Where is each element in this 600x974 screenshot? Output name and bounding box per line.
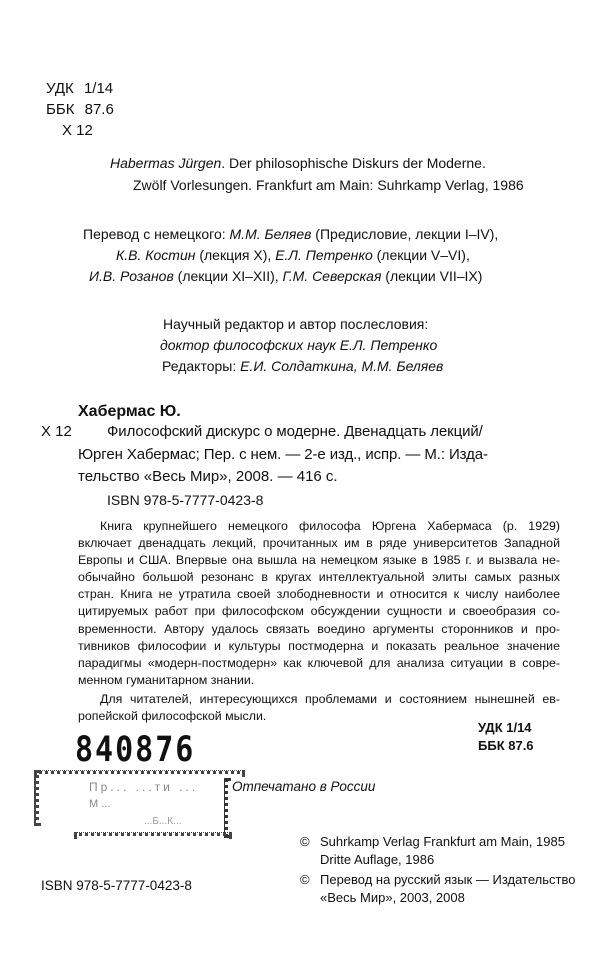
translator-name: И.В. Розанов bbox=[89, 268, 174, 284]
bbk-label: ББК bbox=[46, 101, 75, 118]
annotation-line: Книга крупнейшего немецкого философа Юргена Хабермаса (р. 1929) bbox=[100, 519, 560, 533]
printed-in: Отпечатано в России bbox=[232, 779, 376, 794]
annotation-line: Европы и США. Впервые она вышла на немецком языке в 1985 г. и вызвала не- bbox=[78, 553, 560, 568]
editors-line-2 bbox=[160, 337, 437, 353]
scientific-editor: доктор философских наук Е.Л. Петренко bbox=[160, 337, 438, 353]
copyright-2-symbol: © bbox=[300, 872, 310, 887]
author-mark: Х 12 bbox=[62, 122, 93, 139]
translators-line-1 bbox=[83, 226, 498, 242]
bib-isbn: ISBN 978-5-7777-0423-8 bbox=[107, 492, 264, 508]
bottom-udk: УДК 1/14 bbox=[478, 720, 532, 735]
original-line-1 bbox=[110, 155, 486, 171]
translator-scope: (лекции XI–XII), bbox=[173, 268, 283, 284]
annotation-line: тивников философии и культуры постмодерна и показать реальное значение bbox=[78, 638, 560, 653]
translators-prefix: Перевод с немецкого: bbox=[83, 226, 230, 242]
library-stamp bbox=[34, 770, 239, 832]
annotation-line: стран. Книга не утратила своей злободневности и относится к числу наиболее bbox=[78, 587, 560, 602]
annotation-line: ропейской философской мысли. bbox=[78, 709, 267, 724]
isbn-bottom: ISBN 978-5-7777-0423-8 bbox=[41, 878, 192, 893]
translator-name: М.М. Беляев bbox=[229, 226, 312, 242]
stamp-line-3: ...Б...К... bbox=[144, 816, 182, 827]
annotation-line: парадигмы «модерн-постмодерн» как ключевой для анализа ситуации в совре- bbox=[78, 655, 560, 670]
bib-line-3: тельство «Весь Мир», 2008. — 416 с. bbox=[78, 468, 338, 485]
translator-scope: (Предисловие, лекции I–IV), bbox=[311, 226, 499, 242]
annotation-line: временности. Автору удалось связать воедино аргументы сторонников и про- bbox=[78, 621, 560, 636]
translators-line-3 bbox=[89, 268, 482, 284]
annotation-line: менном гуманитарном знании. bbox=[78, 672, 255, 687]
editors-line-1: Научный редактор и автор послесловия: bbox=[163, 316, 429, 332]
original-line-2: Zwölf Vorlesungen. Frankfurt am Main: Suhrkamp Verlag, 1986 bbox=[133, 177, 524, 193]
original-title: . Der philosophische Diskurs der Moderne. bbox=[221, 155, 486, 171]
editors-line-3 bbox=[162, 358, 443, 374]
translator-name: Е.Л. Петренко bbox=[275, 247, 373, 263]
udk-label: УДК bbox=[46, 80, 74, 97]
bottom-bbk: ББК 87.6 bbox=[478, 738, 534, 753]
translator-name: Г.М. Северская bbox=[282, 268, 382, 284]
stamp-line-2: М ... bbox=[89, 798, 111, 810]
bbk-value: 87.6 bbox=[84, 101, 114, 118]
translator-scope: (лекция X), bbox=[195, 247, 276, 263]
bbk-line bbox=[46, 101, 114, 118]
translators-line-2 bbox=[116, 247, 470, 263]
translator-name: К.В. Костин bbox=[116, 247, 196, 263]
translator-scope: (лекции VII–IX) bbox=[381, 268, 483, 284]
annotation-line: цитируемых работ при философском обсуждении сущности и своеобразия со- bbox=[78, 604, 560, 619]
udk-line bbox=[46, 80, 113, 97]
original-author: Habermas Jürgen bbox=[110, 155, 222, 171]
inventory-number: 840876 bbox=[75, 730, 196, 771]
annotation-line: Для читателей, интересующихся проблемами и состоянием нынешней ев- bbox=[100, 691, 560, 706]
copyright-1-line-1: Suhrkamp Verlag Frankfurt am Main, 1985 bbox=[320, 834, 565, 849]
annotation-line: включает двенадцать лекций, прочитанных им в ряде университетов Западной bbox=[78, 536, 560, 551]
editors-names: Е.И. Солдаткина, М.М. Беляев bbox=[240, 358, 444, 374]
annotation bbox=[78, 518, 560, 725]
editors-prefix: Редакторы: bbox=[162, 358, 241, 374]
copyright-2-line-2: «Весь Мир», 2003, 2008 bbox=[320, 890, 465, 905]
copyright-1-symbol: © bbox=[300, 834, 310, 849]
udk-value: 1/14 bbox=[83, 80, 114, 97]
copyright-2-line-1: Перевод на русский язык — Издательство bbox=[320, 872, 576, 887]
bib-author-heading: Хабермас Ю. bbox=[78, 403, 181, 420]
translator-scope: (лекции V–VI), bbox=[372, 247, 470, 263]
bib-line-2: Юрген Хабермас; Пер. с нем. — 2-е изд., испр. — М.: Изда- bbox=[78, 446, 488, 463]
bib-mark: Х 12 bbox=[41, 423, 72, 440]
copyright-1-line-2: Dritte Auflage, 1986 bbox=[320, 852, 435, 867]
annotation-line: обычайно большой резонанс в кругах интеллектуальной элиты самых разных bbox=[78, 570, 560, 585]
bib-line-1: Философский дискурс о модерне. Двенадцать лекций/ bbox=[107, 423, 483, 440]
stamp-line-1: Пр... ...ти ... bbox=[89, 780, 199, 794]
